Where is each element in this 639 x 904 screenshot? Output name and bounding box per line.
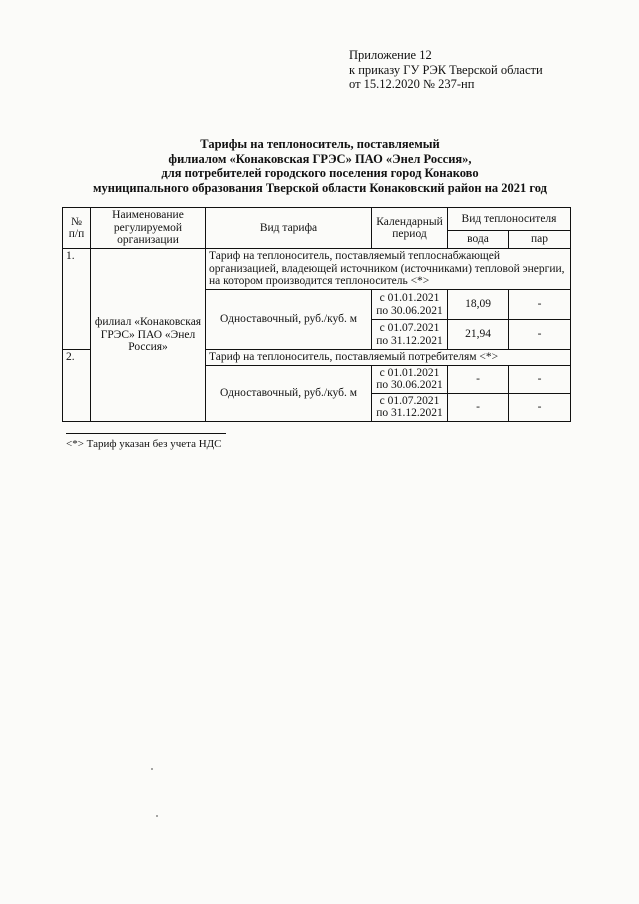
section-1-tariff-label: Одноставочный, руб./куб. м [206,290,372,350]
section-2-row-1-water: - [448,365,509,393]
title-line-3: для потребителей городского поселения город Конаково [161,166,479,180]
org-name: филиал «Конаковская ГРЭС» ПАО «Энел Россия» [91,249,206,422]
scan-speck [156,815,158,817]
section-2-row-2-steam: - [509,393,571,421]
appendix-line-2: к приказу ГУ РЭК Тверской области [349,62,543,77]
section-2-tariff-label: Одноставочный, руб./куб. м [206,365,372,421]
header-tariff-type: Вид тарифа [206,208,372,249]
appendix-line-1: Приложение 12 [349,48,432,62]
header-carrier: Вид теплоносителя [448,208,571,231]
section-1-row-2-steam: - [509,320,571,350]
section-1-row-1-period: с 01.01.2021 по 30.06.2021 [372,290,448,320]
header-period: Календарный период [372,208,448,249]
tariff-table [62,207,571,422]
scan-speck [151,768,153,770]
title-line-2: филиалом «Конаковская ГРЭС» ПАО «Энел Россия», [168,151,472,166]
title-line-4: муниципального образования Тверской области Конаковский район на 2021 год [93,180,547,195]
header-org: Наименование регулируемой организации [91,208,206,249]
footnote: <*> Тариф указан без учета НДС [66,438,222,450]
section-1-row-2-period: с 01.07.2021 по 31.12.2021 [372,320,448,350]
section-1-num: 1. [63,249,91,350]
section-2-row-1-steam: - [509,365,571,393]
section-2-row-2-period: с 01.07.2021 по 31.12.2021 [372,393,448,421]
section-1-row-1-water: 18,09 [448,290,509,320]
section-1-row-1-steam: - [509,290,571,320]
document-title [60,137,580,195]
section-2-row-2-water: - [448,393,509,421]
section-1-heading: Тариф на теплоноситель, поставляемый теплоснабжающей организацией, владеющей источником (источниками) тепловой энергии, на котором производится теплоноситель <*> [206,249,571,290]
footnote-divider [66,433,226,434]
appendix-line-3: от 15.12.2020 № 237-нп [349,77,475,91]
appendix-header [349,48,543,92]
header-num: № п/п [63,208,91,249]
section-1-row-2-water: 21,94 [448,320,509,350]
header-water: вода [448,231,509,249]
section-2-row-1-period: с 01.01.2021 по 30.06.2021 [372,365,448,393]
title-line-1: Тарифы на теплоноситель, поставляемый [200,137,440,151]
section-1-heading-row [63,249,571,290]
header-steam: пар [509,231,571,249]
table-header-row [63,208,571,231]
section-2-num: 2. [63,350,91,422]
section-2-heading: Тариф на теплоноситель, поставляемый потребителям <*> [206,350,571,366]
